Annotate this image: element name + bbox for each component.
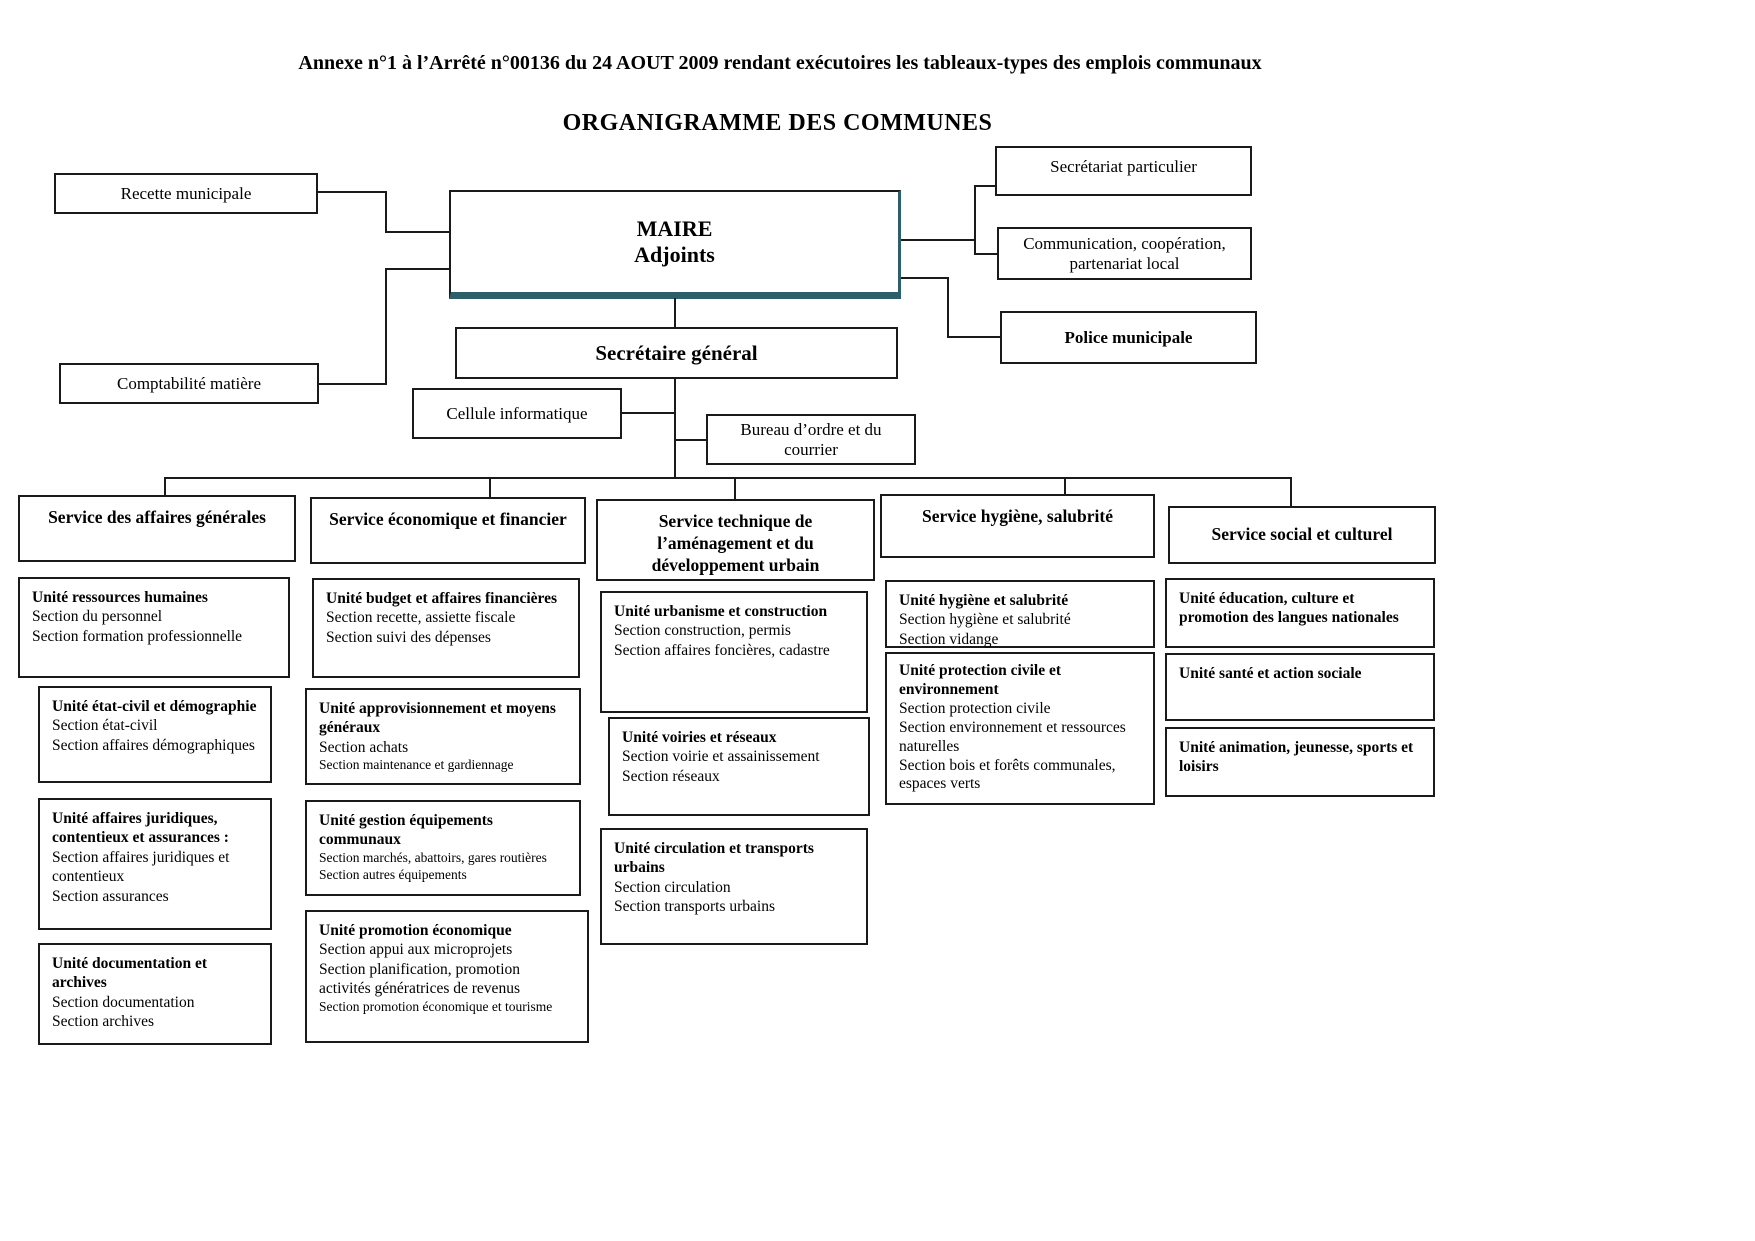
unit-title: Unité hygiène et salubrité [899, 592, 1069, 609]
section-line: Section transports urbains [614, 898, 776, 916]
service-title: Service social et culturel [1211, 524, 1393, 544]
connector-comptabilite-h [319, 383, 387, 385]
section-line: Section vidange [899, 630, 999, 648]
section-line: Section affaires démographiques [52, 736, 255, 754]
section-line: Section achats [319, 738, 409, 756]
box-label: Police municipale [1064, 327, 1193, 347]
section-line: Section protection civile [899, 699, 1051, 717]
box-comptabilite-matiere [59, 363, 319, 404]
box-label: Communication, coopération, partenariat local [1023, 233, 1226, 273]
connector-recette-v [385, 191, 387, 233]
connector-communication-h [974, 253, 998, 255]
section-line: Section affaires foncières, cadastre [614, 641, 830, 659]
service-header-technique-urbain [596, 499, 875, 581]
section-line: Section voirie et assainissement [622, 748, 820, 766]
maire-label: MAIRE [636, 215, 713, 241]
box-bureau-ordre-courrier [706, 414, 916, 465]
service-title: Service hygiène, salubrité [921, 506, 1113, 526]
unit-title: Unité documentation et archives [52, 955, 207, 992]
section-line: Section promotion économique et tourisme [319, 998, 553, 1014]
unit-sante-action-sociale [1165, 653, 1435, 721]
annexe-title: Annexe n°1 à l’Arrêté n°00136 du 24 AOUT 2009 rendant exécutoires les tableaux-types des emplois communaux [298, 52, 1262, 74]
unit-ressources-humaines [18, 577, 290, 678]
box-label: Cellule informatique [446, 403, 588, 423]
box-cellule-informatique [412, 388, 622, 439]
section-line: Section du personnel [32, 608, 163, 626]
connector-drop-service4 [1064, 477, 1066, 495]
unit-circulation-transports [600, 828, 868, 945]
unit-title: Unité animation, jeunesse, sports et loisirs [1179, 739, 1414, 776]
section-line: Section suivi des dépenses [326, 628, 491, 646]
section-line: Section hygiène et salubrité [899, 611, 1071, 629]
section-line: Section maintenance et gardiennage [319, 757, 514, 773]
connector-police-h1 [901, 277, 949, 279]
unit-voiries-reseaux [608, 717, 870, 816]
unit-title: Unité voiries et réseaux [622, 729, 777, 746]
connector-police-v [947, 277, 949, 338]
service-header-social-culturel [1168, 506, 1436, 564]
box-label: Comptabilité matière [117, 373, 261, 393]
box-recette-municipale [54, 173, 318, 214]
section-line: Section assurances [52, 887, 169, 905]
connector-bureau-h [676, 439, 707, 441]
box-secretaire-general [455, 327, 898, 379]
box-secretariat-particulier [995, 146, 1252, 196]
section-line: Section archives [52, 1013, 155, 1031]
unit-gestion-equipements-communaux [305, 800, 581, 896]
unit-title: Unité santé et action sociale [1179, 665, 1362, 682]
service-title: Service des affaires générales [48, 507, 266, 527]
unit-title: Unité budget et affaires financières [326, 590, 558, 607]
box-label: Secrétariat particulier [1050, 157, 1197, 176]
unit-approvisionnement-moyens-generaux [305, 688, 581, 785]
section-line: Section construction, permis [614, 622, 791, 640]
connector-right-trunk-v [974, 185, 976, 255]
connector-maire-right-h [901, 239, 975, 241]
unit-title: Unité circulation et transports urbains [614, 840, 814, 877]
unit-title: Unité gestion équipements communaux [319, 812, 493, 849]
connector-secretariat-h [974, 185, 997, 187]
unit-hygiene-salubrite [885, 580, 1155, 648]
connector-secgen-trunk [674, 379, 676, 479]
section-line: Section recette, assiette fiscale [326, 609, 516, 627]
section-line: Section environnement et ressources naturelles [899, 718, 1126, 755]
box-label: Bureau d’ordre et du courrier [740, 419, 882, 459]
connector-recette-h [318, 191, 387, 193]
unit-affaires-juridiques [38, 798, 272, 930]
box-communication-cooperation [997, 227, 1252, 280]
unit-etat-civil-demographie [38, 686, 272, 783]
connector-drop-service3 [734, 477, 736, 500]
box-police-municipale [1000, 311, 1257, 364]
unit-promotion-economique [305, 910, 589, 1043]
unit-title: Unité affaires juridiques, contentieux et assurances : [52, 810, 229, 847]
section-line: Section réseaux [622, 767, 720, 785]
unit-urbanisme-construction [600, 591, 868, 713]
service-title: Service technique de l’aménagement et du développement urbain [651, 511, 820, 575]
unit-title: Unité promotion économique [319, 922, 512, 939]
connector-maire-secgen [674, 298, 676, 328]
service-header-economique-financier [310, 497, 586, 564]
unit-title: Unité approvisionnement et moyens généraux [319, 700, 556, 737]
connector-cellule-h [622, 412, 676, 414]
service-header-hygiene-salubrite [880, 494, 1155, 558]
connector-maire-left [385, 268, 451, 270]
connector-drop-service2 [489, 477, 491, 498]
section-line: Section marchés, abattoirs, gares routières [319, 849, 547, 865]
service-header-affaires-generales [18, 495, 296, 562]
unit-education-culture-langues [1165, 578, 1435, 648]
connector-recette-maire [385, 231, 451, 233]
unit-title: Unité ressources humaines [32, 589, 208, 606]
section-line: Section bois et forêts communales, espaces verts [899, 756, 1116, 793]
connector-drop-service1 [164, 477, 166, 496]
section-line: Section formation professionnelle [32, 627, 243, 645]
unit-budget-affaires-financieres [312, 578, 580, 678]
connector-services-bus [164, 477, 1292, 479]
service-title: Service économique et financier [329, 509, 567, 529]
unit-documentation-archives [38, 943, 272, 1045]
unit-title: Unité éducation, culture et promotion des langues nationales [1179, 590, 1399, 627]
adjoints-label: Adjoints [634, 242, 715, 267]
box-label: Recette municipale [120, 183, 252, 203]
box-label: Secrétaire général [595, 340, 758, 365]
box-maire-adjoints [449, 190, 901, 299]
unit-protection-civile-environnement [885, 652, 1155, 805]
section-line: Section affaires juridiques et contentieux [52, 848, 230, 886]
section-line: Section planification, promotion activités génératrices de revenus [319, 960, 521, 998]
connector-drop-service5 [1290, 477, 1292, 507]
unit-title: Unité urbanisme et construction [614, 603, 828, 620]
section-line: Section circulation [614, 878, 731, 896]
unit-animation-jeunesse-sports [1165, 727, 1435, 797]
unit-title: Unité état-civil et démographie [52, 698, 257, 715]
connector-police-h2 [947, 336, 1001, 338]
section-line: Section documentation [52, 993, 195, 1011]
unit-title: Unité protection civile et environnement [899, 662, 1061, 698]
section-line: Section autres équipements [319, 866, 467, 882]
connector-comptabilite-v [385, 268, 387, 385]
section-line: Section appui aux microprojets [319, 941, 513, 959]
page-title: ORGANIGRAMME DES COMMUNES [562, 110, 993, 136]
section-line: Section état-civil [52, 717, 158, 735]
